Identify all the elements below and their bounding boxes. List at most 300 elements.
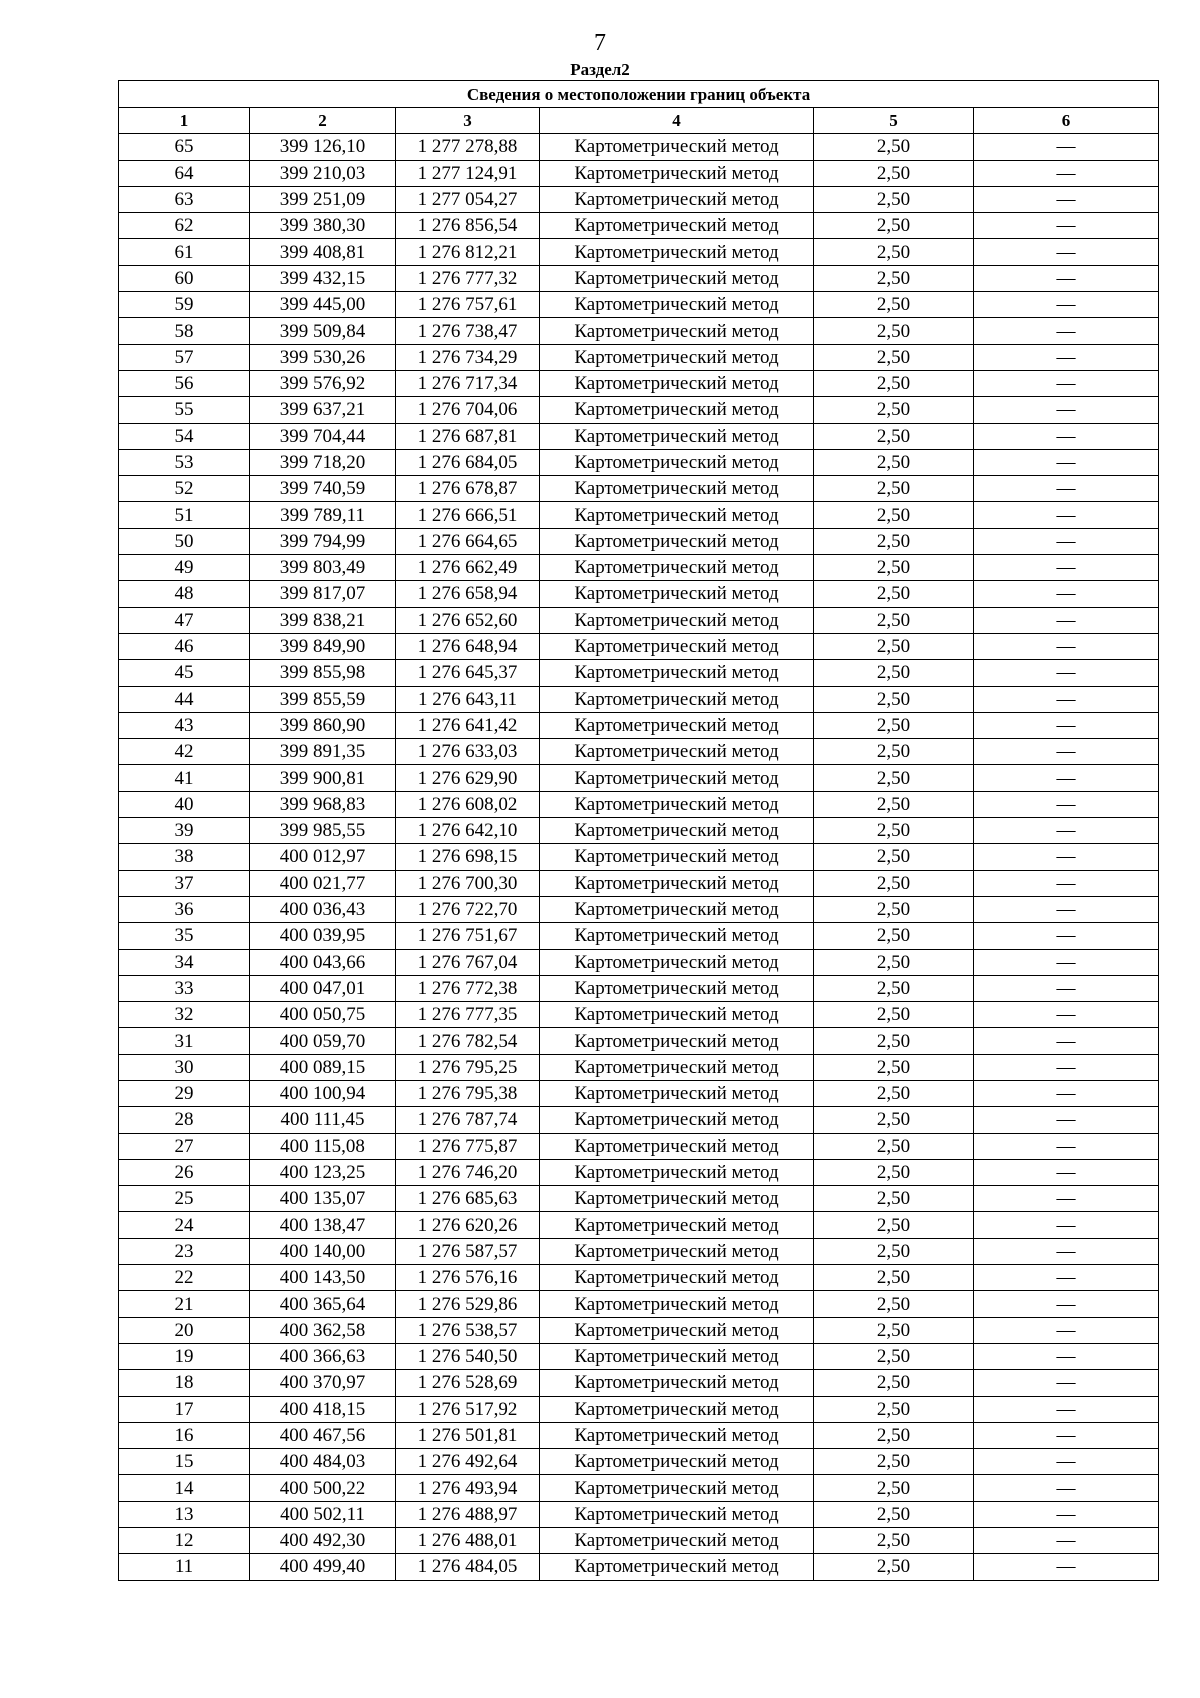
point-number-cell: 13 bbox=[119, 1501, 250, 1527]
x-coordinate-cell: 400 484,03 bbox=[250, 1449, 396, 1475]
dash-mark: — bbox=[1056, 504, 1076, 526]
table-row bbox=[119, 476, 1159, 502]
accuracy-cell: 2,50 bbox=[814, 1186, 974, 1212]
y-coordinate-cell: 1 276 492,64 bbox=[396, 1449, 540, 1475]
method-cell: Картометрический метод bbox=[540, 1265, 814, 1291]
point-number-cell: 43 bbox=[119, 712, 250, 738]
dash-mark: — bbox=[1056, 320, 1076, 342]
point-number-cell: 40 bbox=[119, 791, 250, 817]
accuracy-cell: 2,50 bbox=[814, 397, 974, 423]
method-cell: Картометрический метод bbox=[540, 1212, 814, 1238]
table-row bbox=[119, 1133, 1159, 1159]
page-number: 7 bbox=[594, 30, 606, 56]
x-coordinate-cell: 399 803,49 bbox=[250, 555, 396, 581]
table-row bbox=[119, 370, 1159, 396]
table-row bbox=[119, 1028, 1159, 1054]
point-number-cell: 64 bbox=[119, 160, 250, 186]
accuracy-cell: 2,50 bbox=[814, 607, 974, 633]
y-coordinate-cell: 1 276 645,37 bbox=[396, 660, 540, 686]
method-cell: Картометрический метод bbox=[540, 1291, 814, 1317]
accuracy-cell: 2,50 bbox=[814, 1422, 974, 1448]
point-number-cell: 21 bbox=[119, 1291, 250, 1317]
description-cell bbox=[974, 1133, 1159, 1159]
point-number-cell: 45 bbox=[119, 660, 250, 686]
accuracy-cell: 2,50 bbox=[814, 844, 974, 870]
description-cell bbox=[974, 397, 1159, 423]
table-row bbox=[119, 949, 1159, 975]
y-coordinate-cell: 1 276 587,57 bbox=[396, 1238, 540, 1264]
point-number-cell: 50 bbox=[119, 528, 250, 554]
x-coordinate-cell: 399 637,21 bbox=[250, 397, 396, 423]
description-cell bbox=[974, 528, 1159, 554]
y-coordinate-cell: 1 277 054,27 bbox=[396, 186, 540, 212]
description-cell bbox=[974, 1422, 1159, 1448]
dash-mark: — bbox=[1056, 346, 1076, 368]
accuracy-cell: 2,50 bbox=[814, 370, 974, 396]
method-cell: Картометрический метод bbox=[540, 476, 814, 502]
x-coordinate-cell: 400 039,95 bbox=[250, 923, 396, 949]
table-row bbox=[119, 292, 1159, 318]
x-coordinate-cell: 399 126,10 bbox=[250, 134, 396, 160]
dash-mark: — bbox=[1056, 688, 1076, 710]
table-row bbox=[119, 1317, 1159, 1343]
table-row bbox=[119, 1186, 1159, 1212]
description-cell bbox=[974, 975, 1159, 1001]
column-header-5: 5 bbox=[814, 108, 974, 134]
method-cell: Картометрический метод bbox=[540, 712, 814, 738]
dash-mark: — bbox=[1056, 977, 1076, 999]
y-coordinate-cell: 1 276 856,54 bbox=[396, 213, 540, 239]
method-cell: Картометрический метод bbox=[540, 1370, 814, 1396]
point-number-cell: 44 bbox=[119, 686, 250, 712]
x-coordinate-cell: 400 050,75 bbox=[250, 1002, 396, 1028]
dash-mark: — bbox=[1056, 1372, 1076, 1394]
description-cell bbox=[974, 502, 1159, 528]
description-cell bbox=[974, 844, 1159, 870]
table-row bbox=[119, 213, 1159, 239]
table-body bbox=[119, 134, 1159, 1580]
accuracy-cell: 2,50 bbox=[814, 1528, 974, 1554]
dash-mark: — bbox=[1056, 1451, 1076, 1473]
accuracy-cell: 2,50 bbox=[814, 765, 974, 791]
x-coordinate-cell: 400 138,47 bbox=[250, 1212, 396, 1238]
table-row bbox=[119, 134, 1159, 160]
method-cell: Картометрический метод bbox=[540, 186, 814, 212]
column-header-6: 6 bbox=[974, 108, 1159, 134]
accuracy-cell: 2,50 bbox=[814, 528, 974, 554]
y-coordinate-cell: 1 276 633,03 bbox=[396, 739, 540, 765]
description-cell bbox=[974, 186, 1159, 212]
dash-mark: — bbox=[1056, 530, 1076, 552]
x-coordinate-cell: 399 509,84 bbox=[250, 318, 396, 344]
point-number-cell: 11 bbox=[119, 1554, 250, 1580]
dash-mark: — bbox=[1056, 1109, 1076, 1131]
table-row bbox=[119, 765, 1159, 791]
method-cell: Картометрический метод bbox=[540, 449, 814, 475]
y-coordinate-cell: 1 276 648,94 bbox=[396, 633, 540, 659]
description-cell bbox=[974, 896, 1159, 922]
x-coordinate-cell: 399 576,92 bbox=[250, 370, 396, 396]
dash-mark: — bbox=[1056, 1056, 1076, 1078]
description-cell bbox=[974, 1107, 1159, 1133]
point-number-cell: 22 bbox=[119, 1265, 250, 1291]
table-row bbox=[119, 423, 1159, 449]
y-coordinate-cell: 1 276 517,92 bbox=[396, 1396, 540, 1422]
table-row bbox=[119, 1080, 1159, 1106]
dash-mark: — bbox=[1056, 583, 1076, 605]
method-cell: Картометрический метод bbox=[540, 134, 814, 160]
accuracy-cell: 2,50 bbox=[814, 870, 974, 896]
dash-mark: — bbox=[1056, 741, 1076, 763]
point-number-cell: 38 bbox=[119, 844, 250, 870]
y-coordinate-cell: 1 276 608,02 bbox=[396, 791, 540, 817]
accuracy-cell: 2,50 bbox=[814, 449, 974, 475]
table-row bbox=[119, 923, 1159, 949]
dash-mark: — bbox=[1056, 872, 1076, 894]
accuracy-cell: 2,50 bbox=[814, 1370, 974, 1396]
description-cell bbox=[974, 1554, 1159, 1580]
y-coordinate-cell: 1 276 722,70 bbox=[396, 896, 540, 922]
point-number-cell: 36 bbox=[119, 896, 250, 922]
point-number-cell: 58 bbox=[119, 318, 250, 344]
x-coordinate-cell: 399 789,11 bbox=[250, 502, 396, 528]
x-coordinate-cell: 400 143,50 bbox=[250, 1265, 396, 1291]
accuracy-cell: 2,50 bbox=[814, 186, 974, 212]
point-number-cell: 62 bbox=[119, 213, 250, 239]
table-row bbox=[119, 397, 1159, 423]
description-cell bbox=[974, 818, 1159, 844]
y-coordinate-cell: 1 276 757,61 bbox=[396, 292, 540, 318]
table-row bbox=[119, 1370, 1159, 1396]
x-coordinate-cell: 400 502,11 bbox=[250, 1501, 396, 1527]
x-coordinate-cell: 399 855,59 bbox=[250, 686, 396, 712]
table-row bbox=[119, 1054, 1159, 1080]
method-cell: Картометрический метод bbox=[540, 1343, 814, 1369]
y-coordinate-cell: 1 276 787,74 bbox=[396, 1107, 540, 1133]
table-row bbox=[119, 1159, 1159, 1185]
description-cell bbox=[974, 686, 1159, 712]
y-coordinate-cell: 1 276 704,06 bbox=[396, 397, 540, 423]
accuracy-cell: 2,50 bbox=[814, 239, 974, 265]
dash-mark: — bbox=[1056, 452, 1076, 473]
point-number-cell: 34 bbox=[119, 949, 250, 975]
point-number-cell: 12 bbox=[119, 1528, 250, 1554]
dash-mark: — bbox=[1056, 136, 1076, 158]
accuracy-cell: 2,50 bbox=[814, 896, 974, 922]
method-cell: Картометрический метод bbox=[540, 896, 814, 922]
y-coordinate-cell: 1 277 124,91 bbox=[396, 160, 540, 186]
description-cell bbox=[974, 213, 1159, 239]
x-coordinate-cell: 399 794,99 bbox=[250, 528, 396, 554]
method-cell: Картометрический метод bbox=[540, 213, 814, 239]
y-coordinate-cell: 1 276 700,30 bbox=[396, 870, 540, 896]
x-coordinate-cell: 399 432,15 bbox=[250, 265, 396, 291]
point-number-cell: 49 bbox=[119, 555, 250, 581]
x-coordinate-cell: 400 123,25 bbox=[250, 1159, 396, 1185]
dash-mark: — bbox=[1056, 662, 1076, 684]
y-coordinate-cell: 1 276 795,25 bbox=[396, 1054, 540, 1080]
y-coordinate-cell: 1 276 782,54 bbox=[396, 1028, 540, 1054]
point-number-cell: 56 bbox=[119, 370, 250, 396]
x-coordinate-cell: 400 500,22 bbox=[250, 1475, 396, 1501]
x-coordinate-cell: 400 365,64 bbox=[250, 1291, 396, 1317]
point-number-cell: 51 bbox=[119, 502, 250, 528]
point-number-cell: 57 bbox=[119, 344, 250, 370]
x-coordinate-cell: 400 362,58 bbox=[250, 1317, 396, 1343]
y-coordinate-cell: 1 276 529,86 bbox=[396, 1291, 540, 1317]
dash-mark: — bbox=[1056, 399, 1076, 421]
y-coordinate-cell: 1 277 278,88 bbox=[396, 134, 540, 160]
x-coordinate-cell: 399 704,44 bbox=[250, 423, 396, 449]
dash-mark: — bbox=[1056, 899, 1076, 921]
point-number-cell: 39 bbox=[119, 818, 250, 844]
dash-mark: — bbox=[1056, 1424, 1076, 1446]
method-cell: Картометрический метод bbox=[540, 1422, 814, 1448]
accuracy-cell: 2,50 bbox=[814, 1554, 974, 1580]
method-cell: Картометрический метод bbox=[540, 607, 814, 633]
table-caption-row bbox=[119, 81, 1159, 108]
description-cell bbox=[974, 1186, 1159, 1212]
point-number-cell: 59 bbox=[119, 292, 250, 318]
x-coordinate-cell: 399 900,81 bbox=[250, 765, 396, 791]
accuracy-cell: 2,50 bbox=[814, 712, 974, 738]
method-cell: Картометрический метод bbox=[540, 949, 814, 975]
accuracy-cell: 2,50 bbox=[814, 975, 974, 1001]
method-cell: Картометрический метод bbox=[540, 1133, 814, 1159]
x-coordinate-cell: 399 855,98 bbox=[250, 660, 396, 686]
accuracy-cell: 2,50 bbox=[814, 555, 974, 581]
accuracy-cell: 2,50 bbox=[814, 265, 974, 291]
x-coordinate-cell: 399 718,20 bbox=[250, 449, 396, 475]
dash-mark: — bbox=[1056, 1530, 1076, 1552]
point-number-cell: 35 bbox=[119, 923, 250, 949]
y-coordinate-cell: 1 276 484,05 bbox=[396, 1554, 540, 1580]
dash-mark: — bbox=[1056, 267, 1076, 289]
x-coordinate-cell: 400 135,07 bbox=[250, 1186, 396, 1212]
method-cell: Картометрический метод bbox=[540, 1449, 814, 1475]
y-coordinate-cell: 1 276 685,63 bbox=[396, 1186, 540, 1212]
description-cell bbox=[974, 581, 1159, 607]
y-coordinate-cell: 1 276 540,50 bbox=[396, 1343, 540, 1369]
accuracy-cell: 2,50 bbox=[814, 134, 974, 160]
dash-mark: — bbox=[1056, 1477, 1076, 1499]
description-cell bbox=[974, 791, 1159, 817]
point-number-cell: 31 bbox=[119, 1028, 250, 1054]
x-coordinate-cell: 400 021,77 bbox=[250, 870, 396, 896]
method-cell: Картометрический метод bbox=[540, 739, 814, 765]
x-coordinate-cell: 400 492,30 bbox=[250, 1528, 396, 1554]
y-coordinate-cell: 1 276 643,11 bbox=[396, 686, 540, 712]
x-coordinate-cell: 400 366,63 bbox=[250, 1343, 396, 1369]
table-row bbox=[119, 265, 1159, 291]
accuracy-cell: 2,50 bbox=[814, 1107, 974, 1133]
point-number-cell: 23 bbox=[119, 1238, 250, 1264]
y-coordinate-cell: 1 276 620,26 bbox=[396, 1212, 540, 1238]
dash-mark: — bbox=[1056, 1346, 1076, 1368]
y-coordinate-cell: 1 276 775,87 bbox=[396, 1133, 540, 1159]
point-number-cell: 28 bbox=[119, 1107, 250, 1133]
y-coordinate-cell: 1 276 488,97 bbox=[396, 1501, 540, 1527]
table-row bbox=[119, 975, 1159, 1001]
point-number-cell: 65 bbox=[119, 134, 250, 160]
point-number-cell: 32 bbox=[119, 1002, 250, 1028]
y-coordinate-cell: 1 276 698,15 bbox=[396, 844, 540, 870]
x-coordinate-cell: 399 380,30 bbox=[250, 213, 396, 239]
method-cell: Картометрический метод bbox=[540, 581, 814, 607]
accuracy-cell: 2,50 bbox=[814, 581, 974, 607]
point-number-cell: 25 bbox=[119, 1186, 250, 1212]
y-coordinate-cell: 1 276 777,32 bbox=[396, 265, 540, 291]
method-cell: Картометрический метод bbox=[540, 1028, 814, 1054]
dash-mark: — bbox=[1056, 294, 1076, 316]
table-row bbox=[119, 160, 1159, 186]
column-header-row bbox=[119, 108, 1159, 134]
y-coordinate-cell: 1 276 751,67 bbox=[396, 923, 540, 949]
description-cell bbox=[974, 1028, 1159, 1054]
accuracy-cell: 2,50 bbox=[814, 923, 974, 949]
x-coordinate-cell: 399 740,59 bbox=[250, 476, 396, 502]
accuracy-cell: 2,50 bbox=[814, 739, 974, 765]
description-cell bbox=[974, 1370, 1159, 1396]
method-cell: Картометрический метод bbox=[540, 502, 814, 528]
description-cell bbox=[974, 1238, 1159, 1264]
x-coordinate-cell: 399 251,09 bbox=[250, 186, 396, 212]
x-coordinate-cell: 399 445,00 bbox=[250, 292, 396, 318]
accuracy-cell: 2,50 bbox=[814, 949, 974, 975]
x-coordinate-cell: 400 115,08 bbox=[250, 1133, 396, 1159]
accuracy-cell: 2,50 bbox=[814, 1291, 974, 1317]
accuracy-cell: 2,50 bbox=[814, 502, 974, 528]
x-coordinate-cell: 400 499,40 bbox=[250, 1554, 396, 1580]
accuracy-cell: 2,50 bbox=[814, 686, 974, 712]
method-cell: Картометрический метод bbox=[540, 160, 814, 186]
dash-mark: — bbox=[1056, 215, 1076, 237]
description-cell bbox=[974, 1343, 1159, 1369]
dash-mark: — bbox=[1056, 1135, 1076, 1157]
method-cell: Картометрический метод bbox=[540, 1501, 814, 1527]
point-number-cell: 63 bbox=[119, 186, 250, 212]
y-coordinate-cell: 1 276 734,29 bbox=[396, 344, 540, 370]
section-title: Раздел2 bbox=[570, 60, 630, 79]
column-header-4: 4 bbox=[540, 108, 814, 134]
point-number-cell: 30 bbox=[119, 1054, 250, 1080]
dash-mark: — bbox=[1056, 1319, 1076, 1341]
dash-mark: — bbox=[1056, 373, 1076, 395]
x-coordinate-cell: 400 418,15 bbox=[250, 1396, 396, 1422]
y-coordinate-cell: 1 276 772,38 bbox=[396, 975, 540, 1001]
method-cell: Картометрический метод bbox=[540, 791, 814, 817]
accuracy-cell: 2,50 bbox=[814, 1317, 974, 1343]
method-cell: Картометрический метод bbox=[540, 370, 814, 396]
point-number-cell: 53 bbox=[119, 449, 250, 475]
x-coordinate-cell: 399 849,90 bbox=[250, 633, 396, 659]
accuracy-cell: 2,50 bbox=[814, 1002, 974, 1028]
y-coordinate-cell: 1 276 678,87 bbox=[396, 476, 540, 502]
method-cell: Картометрический метод bbox=[540, 292, 814, 318]
point-number-cell: 55 bbox=[119, 397, 250, 423]
table-row bbox=[119, 502, 1159, 528]
point-number-cell: 24 bbox=[119, 1212, 250, 1238]
method-cell: Картометрический метод bbox=[540, 239, 814, 265]
point-number-cell: 14 bbox=[119, 1475, 250, 1501]
description-cell bbox=[974, 660, 1159, 686]
x-coordinate-cell: 400 047,01 bbox=[250, 975, 396, 1001]
dash-mark: — bbox=[1056, 1503, 1076, 1525]
method-cell: Картометрический метод bbox=[540, 660, 814, 686]
accuracy-cell: 2,50 bbox=[814, 1396, 974, 1422]
dash-mark: — bbox=[1056, 1162, 1076, 1184]
description-cell bbox=[974, 318, 1159, 344]
x-coordinate-cell: 399 985,55 bbox=[250, 818, 396, 844]
table-row bbox=[119, 528, 1159, 554]
method-cell: Картометрический метод bbox=[540, 528, 814, 554]
accuracy-cell: 2,50 bbox=[814, 1501, 974, 1527]
dash-mark: — bbox=[1056, 1214, 1076, 1236]
method-cell: Картометрический метод bbox=[540, 344, 814, 370]
method-cell: Картометрический метод bbox=[540, 1186, 814, 1212]
accuracy-cell: 2,50 bbox=[814, 1238, 974, 1264]
description-cell bbox=[974, 1080, 1159, 1106]
y-coordinate-cell: 1 276 629,90 bbox=[396, 765, 540, 791]
description-cell bbox=[974, 449, 1159, 475]
description-cell bbox=[974, 1002, 1159, 1028]
description-cell bbox=[974, 1265, 1159, 1291]
description-cell bbox=[974, 160, 1159, 186]
x-coordinate-cell: 400 089,15 bbox=[250, 1054, 396, 1080]
boundary-coordinates-table bbox=[118, 80, 1159, 1581]
x-coordinate-cell: 400 043,66 bbox=[250, 949, 396, 975]
point-number-cell: 37 bbox=[119, 870, 250, 896]
table-row bbox=[119, 712, 1159, 738]
method-cell: Картометрический метод bbox=[540, 765, 814, 791]
dash-mark: — bbox=[1056, 846, 1076, 868]
point-number-cell: 26 bbox=[119, 1159, 250, 1185]
point-number-cell: 52 bbox=[119, 476, 250, 502]
x-coordinate-cell: 399 838,21 bbox=[250, 607, 396, 633]
point-number-cell: 29 bbox=[119, 1080, 250, 1106]
accuracy-cell: 2,50 bbox=[814, 1133, 974, 1159]
description-cell bbox=[974, 870, 1159, 896]
accuracy-cell: 2,50 bbox=[814, 1212, 974, 1238]
x-coordinate-cell: 399 408,81 bbox=[250, 239, 396, 265]
table-row bbox=[119, 607, 1159, 633]
description-cell bbox=[974, 1449, 1159, 1475]
method-cell: Картометрический метод bbox=[540, 1554, 814, 1580]
point-number-cell: 60 bbox=[119, 265, 250, 291]
y-coordinate-cell: 1 276 501,81 bbox=[396, 1422, 540, 1448]
point-number-cell: 15 bbox=[119, 1449, 250, 1475]
point-number-cell: 16 bbox=[119, 1422, 250, 1448]
dash-mark: — bbox=[1056, 636, 1076, 658]
table-row bbox=[119, 344, 1159, 370]
y-coordinate-cell: 1 276 642,10 bbox=[396, 818, 540, 844]
method-cell: Картометрический метод bbox=[540, 423, 814, 449]
y-coordinate-cell: 1 276 528,69 bbox=[396, 1370, 540, 1396]
method-cell: Картометрический метод bbox=[540, 1317, 814, 1343]
method-cell: Картометрический метод bbox=[540, 633, 814, 659]
dash-mark: — bbox=[1056, 1004, 1076, 1026]
description-cell bbox=[974, 265, 1159, 291]
accuracy-cell: 2,50 bbox=[814, 1449, 974, 1475]
point-number-cell: 19 bbox=[119, 1343, 250, 1369]
description-cell bbox=[974, 1159, 1159, 1185]
method-cell: Картометрический метод bbox=[540, 1238, 814, 1264]
accuracy-cell: 2,50 bbox=[814, 318, 974, 344]
description-cell bbox=[974, 1475, 1159, 1501]
dash-mark: — bbox=[1056, 609, 1076, 631]
table-row bbox=[119, 1449, 1159, 1475]
dash-mark: — bbox=[1056, 1267, 1076, 1289]
